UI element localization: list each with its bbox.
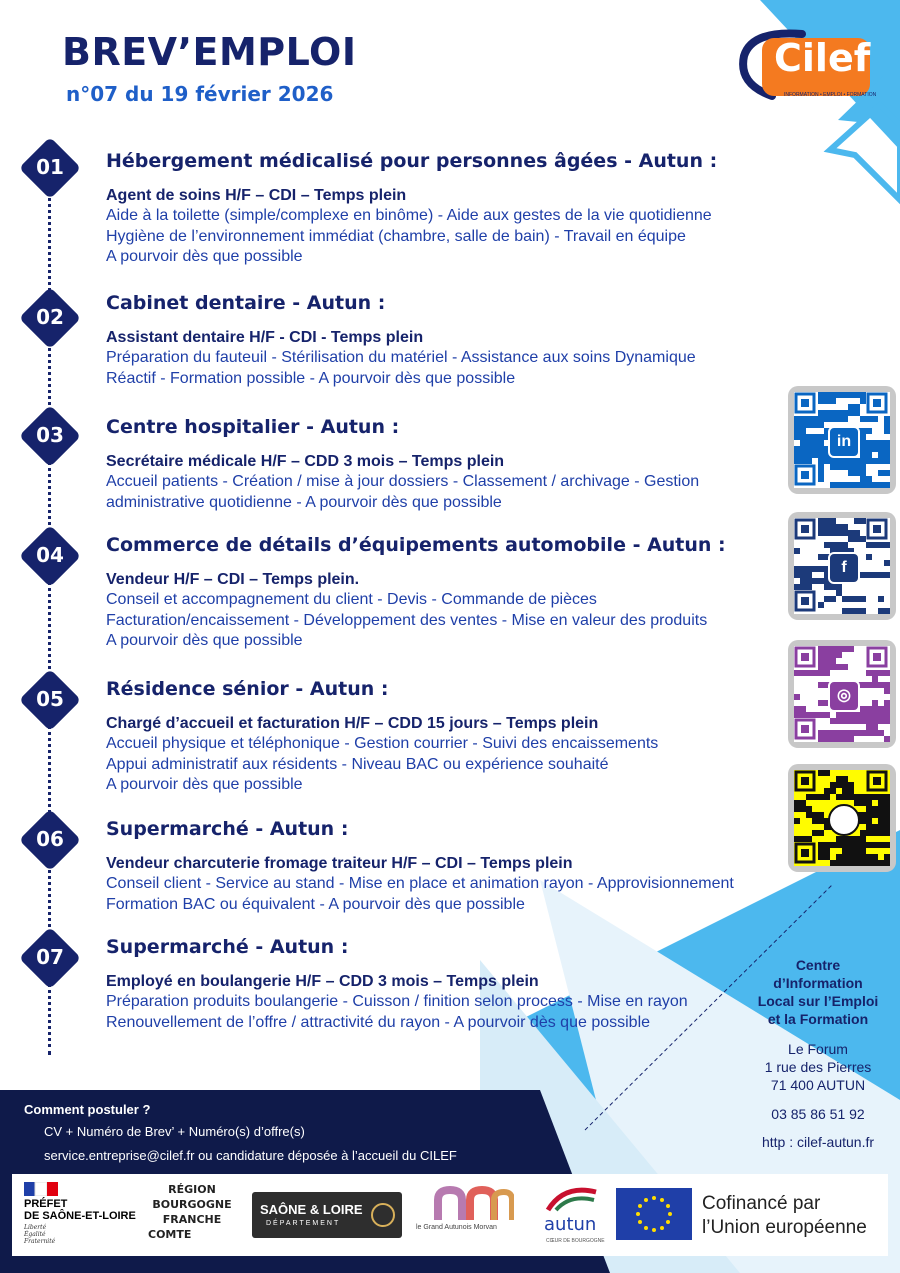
apply-email[interactable]: service.entreprise@cilef.fr ou candidature déposée à l’accueil du CILEF	[44, 1148, 457, 1163]
offer-detail-line: Accueil physique et téléphonique - Gestion courrier - Suivi des encaissements	[106, 735, 659, 752]
department-sub: DÉPARTEMENT	[266, 1220, 341, 1227]
prefet-motto: Liberté	[24, 1224, 47, 1231]
job-offer	[106, 678, 776, 796]
address-line: 71 400 AUTUN	[770, 1077, 866, 1093]
region-line: RÉGION	[168, 1183, 216, 1196]
cilef-logo-text: Cilef	[774, 36, 871, 80]
eu-cofinance-logo	[616, 1174, 886, 1256]
contact-block	[748, 956, 888, 1150]
contact-org-line: d’Information	[773, 975, 863, 991]
offer-detail-line: Formation BAC ou équivalent - A pourvoir dès que possible	[106, 895, 525, 913]
job-offer	[106, 292, 776, 389]
cilef-logo-tagline: INFORMATION • EMPLOI • FORMATION	[784, 92, 877, 98]
offer-detail-line: Conseil et accompagnement du client - Devis - Commande de pièces	[106, 591, 597, 608]
offer-detail-line: A pourvoir dès que possible	[106, 248, 303, 265]
offer-detail-line: Appui administratif aux résidents - Niveau BAC ou expérience souhaité	[106, 755, 609, 773]
offer-job-title: Vendeur charcuterie fromage traiteur H/F – CDI – Temps plein	[106, 855, 573, 872]
offer-job-title: Agent de soins H/F – CDI – Temps plein	[106, 187, 407, 204]
contact-phone: 03 85 86 51 92	[771, 1106, 865, 1122]
offer-detail-line: Renouvellement de l’offre / attractivité du rayon - A pourvoir dès que possible	[106, 1013, 651, 1031]
apply-instructions: CV + Numéro de Brev’ + Numéro(s) d’offre(s)	[44, 1124, 305, 1139]
offer-employer: Commerce de détails d’équipements automobile - Autun :	[106, 534, 726, 556]
qr-pattern	[794, 518, 890, 614]
job-offer	[106, 818, 776, 915]
offer-detail-line: Préparation produits boulangerie - Cuisson / finition selon process - Mise en rayon	[106, 993, 688, 1010]
offer-number: 04	[36, 543, 64, 567]
contact-org-line: Local sur l’Emploi	[757, 993, 879, 1009]
offer-employer: Résidence sénior - Autun :	[106, 678, 389, 700]
contact-website[interactable]: http : cilef-autun.fr	[761, 1134, 875, 1150]
snapchat-icon	[828, 804, 860, 836]
job-offer	[106, 416, 776, 513]
snapchat-qr-code[interactable]	[788, 764, 896, 872]
issue-number: n°07 du 19 février 2026	[66, 82, 334, 106]
contact-org	[748, 956, 888, 1028]
facebook-icon: f	[828, 552, 860, 584]
offer-number: 05	[36, 687, 64, 711]
qr-pattern	[794, 646, 890, 742]
offer-detail-line: Conseil client - Service au stand - Mise en place et animation rayon - Approvisionnement	[106, 875, 734, 892]
address-line: 1 rue des Pierres	[764, 1059, 872, 1075]
prefet-line: DE SAÔNE-ET-LOIRE	[24, 1210, 136, 1222]
contact-address	[748, 1040, 888, 1094]
offer-job-title: Chargé d’accueil et facturation H/F – CDD 15 jours – Temps plein	[106, 715, 599, 732]
prefet-line: PRÉFET	[24, 1198, 68, 1210]
offer-job-title: Assistant dentaire H/F - CDI - Temps plein	[106, 329, 424, 346]
cilef-logo	[732, 26, 877, 106]
prefet-motto: Fraternité	[24, 1238, 56, 1245]
instagram-qr-code[interactable]	[788, 640, 896, 748]
offer-detail-line: Réactif - Formation possible - A pourvoir dès que possible	[106, 369, 516, 387]
offer-job-title: Vendeur H/F – CDI – Temps plein.	[106, 571, 360, 588]
offer-employer: Centre hospitalier - Autun :	[106, 416, 400, 438]
qr-pattern	[794, 392, 890, 488]
offer-detail-line: Facturation/encaissement - Développement des ventes - Mise en valeur des produits	[106, 611, 708, 629]
eu-line: l’Union européenne	[702, 1217, 867, 1238]
offer-employer: Supermarché - Autun :	[106, 936, 349, 958]
job-offer	[106, 534, 776, 652]
contact-org-line: Centre	[795, 957, 841, 973]
grand-autunois-text: le Grand Autunois Morvan	[416, 1224, 497, 1231]
linkedin-qr-code[interactable]	[788, 386, 896, 494]
facebook-qr-code[interactable]	[788, 512, 896, 620]
offer-employer: Cabinet dentaire - Autun :	[106, 292, 386, 314]
offer-detail-line: A pourvoir dès que possible	[106, 776, 303, 793]
department-logo	[252, 1174, 402, 1256]
region-line: FRANCHE	[162, 1213, 222, 1226]
offer-detail-line: Hygiène de l’environnement immédiat (chambre, salle de bain) - Travail en équipe	[106, 227, 686, 245]
autun-mark-icon	[544, 1184, 600, 1212]
contact-org-line: et la Formation	[767, 1011, 869, 1027]
offer-number: 01	[36, 155, 64, 179]
offer-detail-line: Aide à la toilette (simple/complexe en binôme) - Aide aux gestes de la vie quotidienne	[106, 207, 712, 224]
autun-text: autun	[544, 1214, 597, 1235]
instagram-icon: ◎	[828, 680, 860, 712]
region-logo	[144, 1174, 240, 1256]
address-line: Le Forum	[788, 1041, 848, 1057]
job-offer	[106, 150, 776, 268]
qr-pattern	[794, 770, 890, 866]
offer-job-title: Employé en boulangerie H/F – CDD 3 mois – Temps plein	[106, 973, 539, 990]
grand-autunois-logo	[412, 1174, 532, 1256]
prefet-motto: Égalité	[24, 1231, 46, 1238]
department-emblem-icon	[370, 1202, 396, 1228]
autun-sub: CŒUR DE BOURGOGNE	[546, 1238, 605, 1244]
offer-employer: Hébergement médicalisé pour personnes âgées - Autun :	[106, 150, 718, 172]
french-flag-icon	[24, 1182, 58, 1196]
offer-number: 02	[36, 305, 64, 329]
region-line: BOURGOGNE	[152, 1198, 232, 1211]
region-line: COMTE	[148, 1228, 192, 1241]
page-title: BREV’EMPLOI	[62, 30, 357, 74]
offer-number: 03	[36, 423, 64, 447]
offer-detail-line: Préparation du fauteuil - Stérilisation du matériel - Assistance aux soins Dynamique	[106, 349, 696, 366]
job-offer	[106, 936, 776, 1033]
autun-logo	[540, 1174, 604, 1256]
eu-flag-icon	[616, 1188, 692, 1240]
offer-job-title: Secrétaire médicale H/F – CDD 3 mois – Temps plein	[106, 453, 505, 470]
grand-autunois-mark-icon	[434, 1186, 514, 1220]
linkedin-icon: in	[828, 426, 860, 458]
offer-detail-line: Accueil patients - Création / mise à jour dossiers - Classement / archivage - Gestion	[106, 473, 700, 490]
apply-heading: Comment postuler ?	[24, 1102, 151, 1117]
offer-detail-line: administrative quotidienne - A pourvoir dès que possible	[106, 493, 502, 511]
department-name: SAÔNE & LOIRE	[260, 1202, 363, 1217]
eu-line: Cofinancé par	[702, 1193, 821, 1214]
prefet-logo	[22, 1174, 142, 1256]
offer-employer: Supermarché - Autun :	[106, 818, 349, 840]
offer-number: 06	[36, 827, 64, 851]
offer-detail-line: A pourvoir dès que possible	[106, 632, 303, 649]
partner-logos	[12, 1174, 888, 1256]
offer-number: 07	[36, 945, 64, 969]
